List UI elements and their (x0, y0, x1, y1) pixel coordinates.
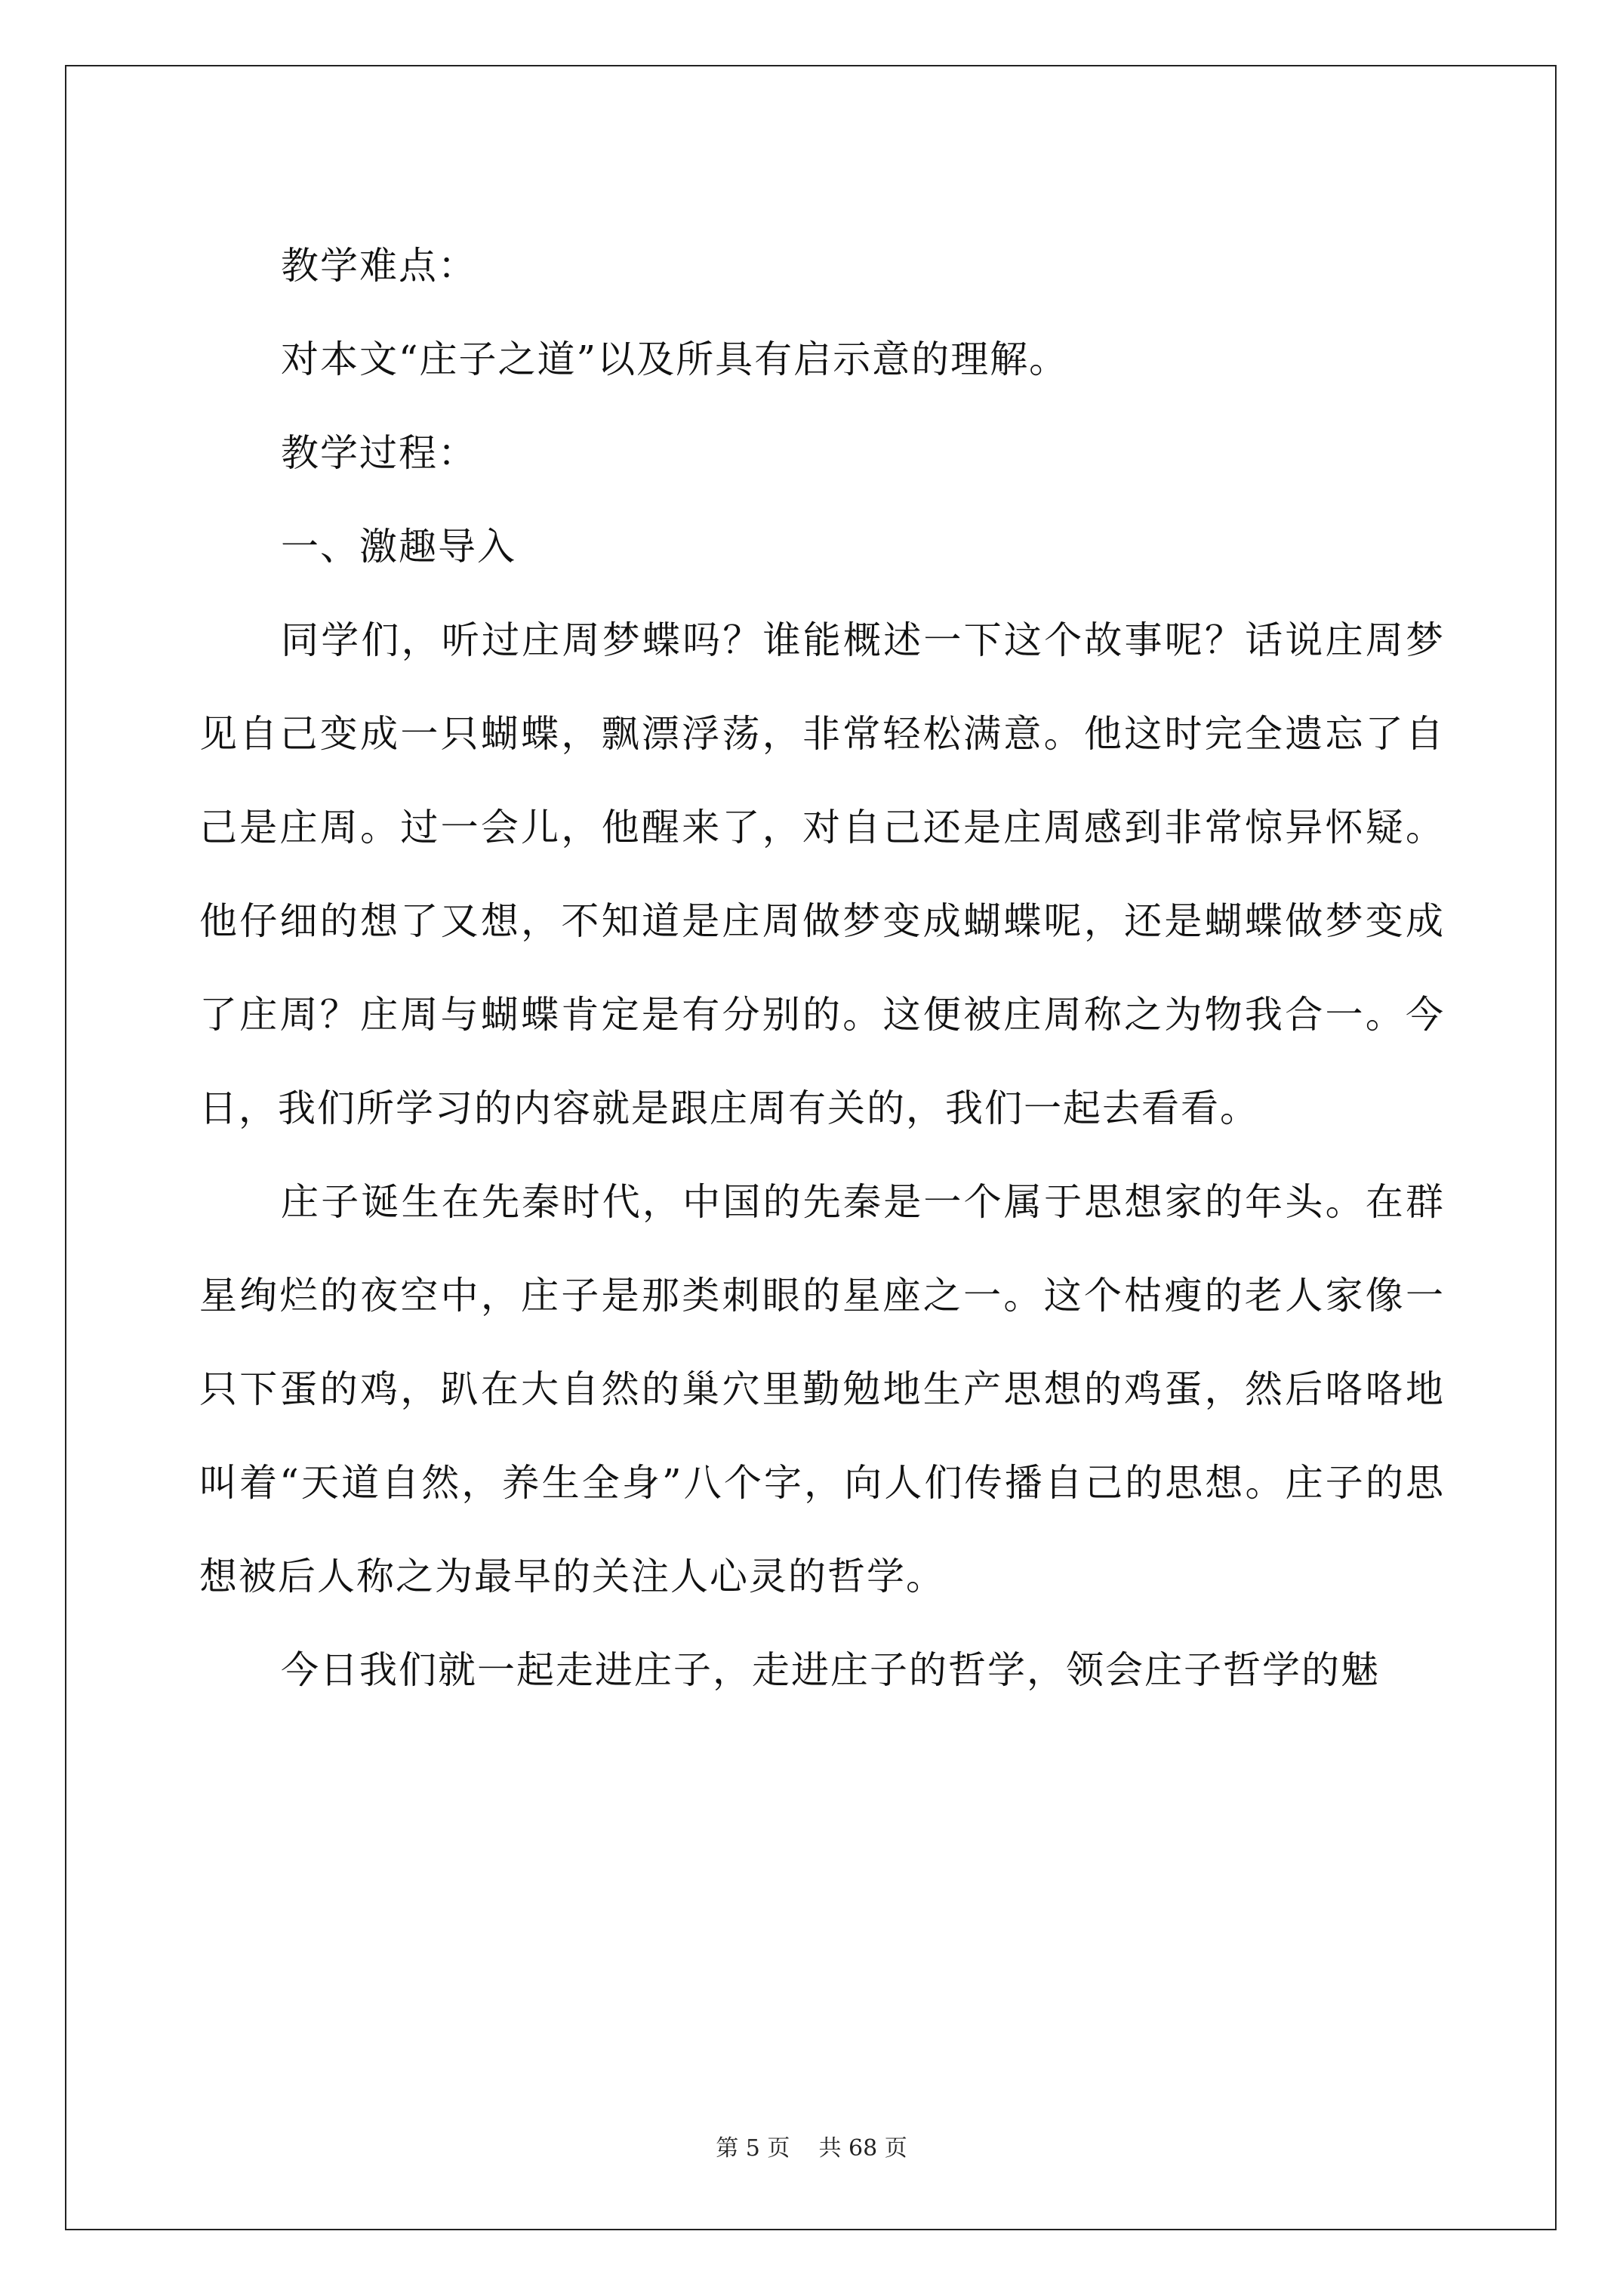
section-heading-intro: 一、激趣导入 (281, 525, 516, 569)
document-body (199, 219, 1445, 1717)
paragraph-today-lesson: 今日我们就一起走进庄子，走进庄子的哲学，领会庄子哲学的魅 (281, 1648, 1380, 1692)
paragraph-zhuangzi-background: 庄子诞生在先秦时代，中国的先秦是一个属于思想家的年头。在群星绚烂的夜空中，庄子是那类刺眼的星座之一。这个枯瘦的老人家像一只下蛋的鸡，趴在大自然的巢穴里勤勉地生产思想的鸡蛋，然后咯咯地叫着“天道自然，养生全身”八个字，向人们传播自己的思想。庄子的思想被后人称之为最早的关注人心灵的哲学。 (199, 1180, 1445, 1598)
heading-teaching-process: 教学过程： (281, 431, 477, 475)
paragraph-difficulty-content: 对本文“庄子之道”以及所具有启示意的理解。 (281, 337, 1069, 381)
paragraph-butterfly-dream: 同学们，听过庄周梦蝶吗？谁能概述一下这个故事呢？话说庄周梦见自己变成一只蝴蝶，飘漂浮荡，非常轻松满意。他这时完全遗忘了自己是庄周。过一会儿，他醒来了，对自己还是庄周感到非常惊异怀疑。他仔细的想了又想，不知道是庄周做梦变成蝴蝶呢，还是蝴蝶做梦变成了庄周？庄周与蝴蝶肯定是有分别的。这便被庄周称之为物我合一。今日，我们所学习的内容就是跟庄周有关的，我们一起去看看。 (199, 618, 1445, 1130)
page-footer (0, 2129, 1623, 2162)
page-number-label: 第 5 页 共 68 页 (716, 2135, 907, 2162)
heading-teaching-difficulty: 教学难点： (281, 244, 477, 288)
